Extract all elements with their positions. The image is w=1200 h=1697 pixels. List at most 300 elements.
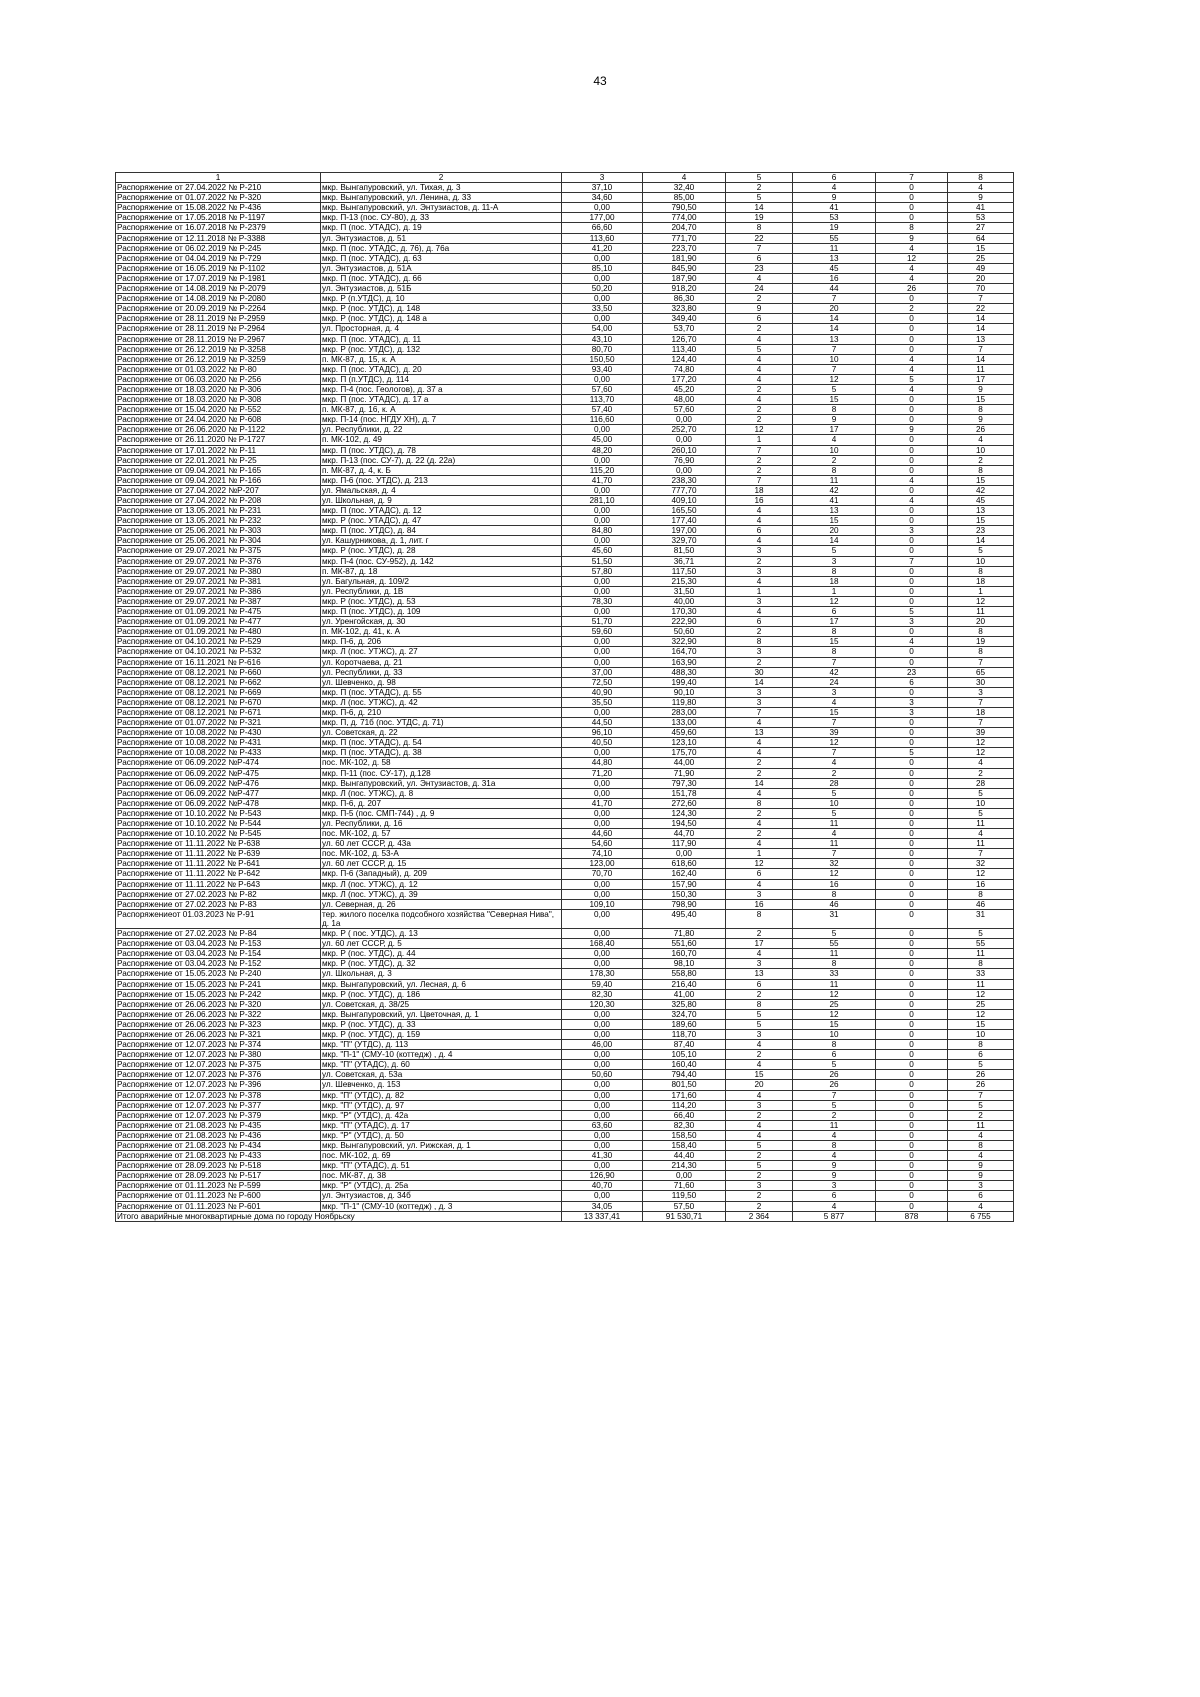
value-cell: 0 <box>876 1141 948 1151</box>
total-cell: 2 364 <box>726 1211 793 1221</box>
value-cell: 12 <box>793 1009 876 1019</box>
value-cell: 126,70 <box>643 334 726 344</box>
value-cell: 3 <box>793 687 876 697</box>
address-cell: мкр. П-6, д. 207 <box>321 798 562 808</box>
address-cell: ул. Шевченко, д. 98 <box>321 677 562 687</box>
value-cell: 272,60 <box>643 798 726 808</box>
address-cell: мкр. Р (пос. УТДС), д. 28 <box>321 546 562 556</box>
value-cell: 0 <box>876 445 948 455</box>
value-cell: 124,40 <box>643 354 726 364</box>
order-cell: Распоряжение от 16.07.2018 № Р-2379 <box>116 223 321 233</box>
column-header: 3 <box>562 173 643 183</box>
value-cell: 8 <box>726 223 793 233</box>
value-cell: 18 <box>948 707 1014 717</box>
value-cell: 0 <box>876 879 948 889</box>
value-cell: 0 <box>876 1181 948 1191</box>
value-cell: 6 <box>726 253 793 263</box>
address-cell: пос. МК-87, д. 38 <box>321 1171 562 1181</box>
order-cell: Распоряжение от 22.01.2021 № Р-25 <box>116 455 321 465</box>
value-cell: 54,00 <box>562 324 643 334</box>
table-row <box>116 506 1014 516</box>
value-cell: 13 <box>948 506 1014 516</box>
value-cell: 34,60 <box>562 193 643 203</box>
value-cell: 0 <box>876 536 948 546</box>
address-cell: мкр. "П" (УТАДС), д. 51 <box>321 1161 562 1171</box>
value-cell: 797,30 <box>643 778 726 788</box>
value-cell: 4 <box>726 374 793 384</box>
address-cell: пос. МК-102, д. 53-А <box>321 849 562 859</box>
value-cell: 0 <box>876 566 948 576</box>
address-cell: мкр. П-11 (пос. СУ-17), д.128 <box>321 768 562 778</box>
table-row <box>116 929 1014 939</box>
value-cell: 10 <box>948 445 1014 455</box>
value-cell: 283,00 <box>643 707 726 717</box>
order-cell: Распоряжение от 29.07.2021 № Р-387 <box>116 596 321 606</box>
value-cell: 50,60 <box>562 1070 643 1080</box>
value-cell: 2 <box>726 929 793 939</box>
value-cell: 0,00 <box>562 889 643 899</box>
value-cell: 2 <box>726 758 793 768</box>
order-cell: Распоряжение от 06.02.2019 № Р-245 <box>116 243 321 253</box>
order-cell: Распоряжение от 08.12.2021 № Р-671 <box>116 707 321 717</box>
value-cell: 0 <box>876 1171 948 1181</box>
value-cell: 123,00 <box>562 859 643 869</box>
value-cell: 126,90 <box>562 1171 643 1181</box>
order-cell: Распоряжение от 12.07.2023 № Р-380 <box>116 1050 321 1060</box>
table-row <box>116 405 1014 415</box>
value-cell: 15 <box>793 1019 876 1029</box>
value-cell: 8 <box>793 465 876 475</box>
value-cell: 0,00 <box>562 778 643 788</box>
value-cell: 133,00 <box>643 718 726 728</box>
value-cell: 4 <box>948 829 1014 839</box>
table-row <box>116 1130 1014 1140</box>
value-cell: 57,60 <box>562 384 643 394</box>
order-cell: Распоряжение от 27.02.2023 № Р-83 <box>116 899 321 909</box>
value-cell: 0 <box>876 989 948 999</box>
order-cell: Распоряжение от 12.07.2023 № Р-379 <box>116 1110 321 1120</box>
value-cell: 0,00 <box>562 1191 643 1201</box>
value-cell: 9 <box>793 193 876 203</box>
order-cell: Распоряжениеот 01.03.2023 № Р-91 <box>116 909 321 928</box>
value-cell: 4 <box>876 637 948 647</box>
value-cell: 7 <box>948 1090 1014 1100</box>
value-cell: 15 <box>793 707 876 717</box>
table-row <box>116 1050 1014 1060</box>
value-cell: 4 <box>726 839 793 849</box>
order-cell: Распоряжение от 29.07.2021 № Р-386 <box>116 586 321 596</box>
value-cell: 7 <box>793 748 876 758</box>
value-cell: 790,50 <box>643 203 726 213</box>
value-cell: 37,00 <box>562 667 643 677</box>
value-cell: 558,80 <box>643 969 726 979</box>
address-cell: п. МК-87, д. 18 <box>321 566 562 576</box>
value-cell: 2 <box>948 768 1014 778</box>
address-cell: мкр. П (пос. УТАДС), д. 63 <box>321 253 562 263</box>
value-cell: 0,00 <box>562 637 643 647</box>
value-cell: 81,50 <box>643 546 726 556</box>
value-cell: 0 <box>876 1100 948 1110</box>
address-cell: мкр. Р (пос. УТДС), д. 148 а <box>321 314 562 324</box>
value-cell: 3 <box>726 697 793 707</box>
value-cell: 46 <box>793 899 876 909</box>
table-row <box>116 728 1014 738</box>
value-cell: 9 <box>793 1161 876 1171</box>
value-cell: 2 <box>726 989 793 999</box>
value-cell: 0 <box>876 203 948 213</box>
value-cell: 7 <box>948 344 1014 354</box>
total-cell: 5 877 <box>793 1211 876 1221</box>
value-cell: 20 <box>948 273 1014 283</box>
value-cell: 50,60 <box>643 627 726 637</box>
address-cell: мкр. "П-1" (СМУ-10 (коттедж) , д. 3 <box>321 1201 562 1211</box>
value-cell: 7 <box>793 364 876 374</box>
value-cell: 9 <box>793 1171 876 1181</box>
value-cell: 2 <box>726 384 793 394</box>
value-cell: 3 <box>726 596 793 606</box>
value-cell: 459,60 <box>643 728 726 738</box>
value-cell: 0,00 <box>562 374 643 384</box>
table-row <box>116 758 1014 768</box>
value-cell: 16 <box>793 879 876 889</box>
order-cell: Распоряжение от 06.09.2022 №Р-478 <box>116 798 321 808</box>
table-row <box>116 909 1014 928</box>
value-cell: 0,00 <box>562 1060 643 1070</box>
value-cell: 124,30 <box>643 808 726 818</box>
value-cell: 2 <box>726 324 793 334</box>
value-cell: 113,60 <box>562 233 643 243</box>
order-cell: Распоряжение от 06.09.2022 №Р-474 <box>116 758 321 768</box>
table-row <box>116 1060 1014 1070</box>
value-cell: 160,40 <box>643 1060 726 1070</box>
table-row <box>116 989 1014 999</box>
address-cell: пос. МК-102, д. 57 <box>321 829 562 839</box>
value-cell: 2 <box>726 415 793 425</box>
table-row <box>116 1141 1014 1151</box>
value-cell: 4 <box>726 1120 793 1130</box>
value-cell: 51,70 <box>562 617 643 627</box>
value-cell: 11 <box>948 819 1014 829</box>
table-row <box>116 596 1014 606</box>
value-cell: 6 <box>793 1050 876 1060</box>
value-cell: 2 <box>726 808 793 818</box>
value-cell: 20 <box>793 526 876 536</box>
value-cell: 2 <box>726 1110 793 1120</box>
value-cell: 14 <box>948 314 1014 324</box>
order-cell: Распоряжение от 27.04.2022 № Р-210 <box>116 183 321 193</box>
value-cell: 46,00 <box>562 1040 643 1050</box>
value-cell: 3 <box>726 1029 793 1039</box>
order-cell: Распоряжение от 08.12.2021 № Р-660 <box>116 667 321 677</box>
value-cell: 222,90 <box>643 617 726 627</box>
value-cell: 12 <box>948 596 1014 606</box>
order-cell: Распоряжение от 09.04.2021 № Р-166 <box>116 475 321 485</box>
value-cell: 9 <box>948 384 1014 394</box>
value-cell: 0 <box>876 738 948 748</box>
value-cell: 495,40 <box>643 909 726 928</box>
total-cell: 91 530,71 <box>643 1211 726 1221</box>
value-cell: 9 <box>948 415 1014 425</box>
order-cell: Распоряжение от 21.08.2023 № Р-435 <box>116 1120 321 1130</box>
order-cell: Распоряжение от 10.10.2022 № Р-544 <box>116 819 321 829</box>
table-row <box>116 1070 1014 1080</box>
value-cell: 6 <box>948 1191 1014 1201</box>
value-cell: 2 <box>876 304 948 314</box>
address-cell: мкр. "Р" (УТДС), д. 42а <box>321 1110 562 1120</box>
address-cell: мкр. Р (пос. УТДС), д. 186 <box>321 989 562 999</box>
value-cell: 5 <box>726 1141 793 1151</box>
value-cell: 5 <box>793 1100 876 1110</box>
value-cell: 0 <box>876 455 948 465</box>
value-cell: 16 <box>726 899 793 909</box>
order-cell: Распоряжение от 12.07.2023 № Р-396 <box>116 1080 321 1090</box>
order-cell: Распоряжение от 20.09.2019 № Р-2264 <box>116 304 321 314</box>
value-cell: 238,30 <box>643 475 726 485</box>
address-cell: тер. жилого поселка подсобного хозяйства "Северная Нива", д. 1а <box>321 909 562 928</box>
address-cell: п. МК-87, д. 15, к. А <box>321 354 562 364</box>
address-cell: мкр. "П-1" (СМУ-10 (коттедж) , д. 4 <box>321 1050 562 1060</box>
address-cell: мкр. "П" (УТДС), д. 82 <box>321 1090 562 1100</box>
value-cell: 281,10 <box>562 496 643 506</box>
value-cell: 8 <box>948 1040 1014 1050</box>
address-cell: мкр. Вынгапуровский, ул. Рижская, д. 1 <box>321 1141 562 1151</box>
value-cell: 0 <box>876 395 948 405</box>
table-row <box>116 223 1014 233</box>
value-cell: 41 <box>793 203 876 213</box>
value-cell: 4 <box>876 364 948 374</box>
order-cell: Распоряжение от 26.12.2019 № Р-3258 <box>116 344 321 354</box>
value-cell: 178,30 <box>562 969 643 979</box>
value-cell: 918,20 <box>643 284 726 294</box>
value-cell: 12 <box>726 859 793 869</box>
value-cell: 18 <box>948 576 1014 586</box>
address-cell: мкр. П-6 (пос. УТДС), д. 213 <box>321 475 562 485</box>
value-cell: 4 <box>726 1060 793 1070</box>
value-cell: 0,00 <box>562 294 643 304</box>
value-cell: 5 <box>793 808 876 818</box>
table-row <box>116 819 1014 829</box>
value-cell: 0 <box>876 516 948 526</box>
table-row <box>116 697 1014 707</box>
table-row <box>116 566 1014 576</box>
value-cell: 164,70 <box>643 647 726 657</box>
value-cell: 0 <box>876 1090 948 1100</box>
value-cell: 8 <box>948 1141 1014 1151</box>
value-cell: 0,00 <box>562 576 643 586</box>
address-cell: ул. Советская, д. 22 <box>321 728 562 738</box>
value-cell: 0,00 <box>562 909 643 928</box>
address-cell: мкр. Р (п.УТДС), д. 10 <box>321 294 562 304</box>
value-cell: 55 <box>793 233 876 243</box>
value-cell: 0 <box>876 1201 948 1211</box>
value-cell: 55 <box>948 939 1014 949</box>
order-cell: Распоряжение от 01.11.2023 № Р-600 <box>116 1191 321 1201</box>
value-cell: 0 <box>876 859 948 869</box>
value-cell: 4 <box>726 334 793 344</box>
value-cell: 43,10 <box>562 334 643 344</box>
value-cell: 2 <box>726 455 793 465</box>
value-cell: 223,70 <box>643 243 726 253</box>
value-cell: 10 <box>948 798 1014 808</box>
value-cell: 0,00 <box>562 607 643 617</box>
value-cell: 4 <box>726 1130 793 1140</box>
value-cell: 15 <box>948 243 1014 253</box>
value-cell: 0 <box>876 979 948 989</box>
value-cell: 158,50 <box>643 1130 726 1140</box>
value-cell: 85,10 <box>562 263 643 273</box>
table-row <box>116 1151 1014 1161</box>
value-cell: 15 <box>948 516 1014 526</box>
order-cell: Распоряжение от 10.10.2022 № Р-545 <box>116 829 321 839</box>
value-cell: 794,40 <box>643 1070 726 1080</box>
table-row <box>116 384 1014 394</box>
value-cell: 4 <box>726 354 793 364</box>
value-cell: 0,00 <box>562 586 643 596</box>
value-cell: 53,70 <box>643 324 726 334</box>
value-cell: 8 <box>793 405 876 415</box>
value-cell: 41,30 <box>562 1151 643 1161</box>
value-cell: 0,00 <box>562 253 643 263</box>
order-cell: Распоряжение от 03.04.2023 № Р-152 <box>116 959 321 969</box>
address-cell: ул. Багульная, д. 109/2 <box>321 576 562 586</box>
value-cell: 13 <box>948 334 1014 344</box>
value-cell: 0,00 <box>562 425 643 435</box>
value-cell: 23 <box>948 526 1014 536</box>
value-cell: 8 <box>948 465 1014 475</box>
value-cell: 44,70 <box>643 829 726 839</box>
value-cell: 11 <box>948 607 1014 617</box>
value-cell: 0 <box>876 849 948 859</box>
value-cell: 66,60 <box>562 223 643 233</box>
value-cell: 0,00 <box>562 647 643 657</box>
value-cell: 181,90 <box>643 253 726 263</box>
value-cell: 82,30 <box>643 1120 726 1130</box>
value-cell: 0,00 <box>643 435 726 445</box>
value-cell: 5 <box>948 546 1014 556</box>
value-cell: 5 <box>793 1060 876 1070</box>
value-cell: 23 <box>876 667 948 677</box>
table-row <box>116 425 1014 435</box>
order-cell: Распоряжение от 13.05.2021 № Р-232 <box>116 516 321 526</box>
value-cell: 70 <box>948 284 1014 294</box>
value-cell: 44,40 <box>643 1151 726 1161</box>
order-cell: Распоряжение от 08.12.2021 № Р-662 <box>116 677 321 687</box>
value-cell: 24 <box>726 284 793 294</box>
value-cell: 4 <box>793 1151 876 1161</box>
value-cell: 204,70 <box>643 223 726 233</box>
table-row <box>116 324 1014 334</box>
value-cell: 12 <box>948 989 1014 999</box>
value-cell: 488,30 <box>643 667 726 677</box>
value-cell: 54,60 <box>562 839 643 849</box>
value-cell: 41,70 <box>562 475 643 485</box>
value-cell: 6 <box>726 314 793 324</box>
value-cell: 0,00 <box>562 1100 643 1110</box>
order-cell: Распоряжение от 09.04.2021 № Р-165 <box>116 465 321 475</box>
value-cell: 57,50 <box>643 1201 726 1211</box>
value-cell: 42 <box>793 667 876 677</box>
value-cell: 93,40 <box>562 364 643 374</box>
value-cell: 0 <box>876 1019 948 1029</box>
value-cell: 74,10 <box>562 849 643 859</box>
value-cell: 0 <box>876 657 948 667</box>
value-cell: 3 <box>726 566 793 576</box>
value-cell: 2 <box>726 1171 793 1181</box>
value-cell: 162,40 <box>643 869 726 879</box>
value-cell: 777,70 <box>643 485 726 495</box>
value-cell: 3 <box>793 1181 876 1191</box>
value-cell: 0 <box>876 586 948 596</box>
value-cell: 41 <box>793 496 876 506</box>
value-cell: 26 <box>793 1070 876 1080</box>
address-cell: мкр. П-6, д. 206 <box>321 637 562 647</box>
table-row <box>116 1009 1014 1019</box>
value-cell: 40,50 <box>562 738 643 748</box>
order-cell: Распоряжение от 15.05.2023 № Р-241 <box>116 979 321 989</box>
value-cell: 11 <box>793 979 876 989</box>
value-cell: 4 <box>726 506 793 516</box>
value-cell: 39 <box>948 728 1014 738</box>
value-cell: 5 <box>726 344 793 354</box>
value-cell: 7 <box>793 344 876 354</box>
value-cell: 117,90 <box>643 839 726 849</box>
value-cell: 4 <box>726 516 793 526</box>
value-cell: 0 <box>876 546 948 556</box>
value-cell: 4 <box>876 496 948 506</box>
address-cell: мкр. П-13 (пос. СУ-80), д. 33 <box>321 213 562 223</box>
value-cell: 4 <box>876 475 948 485</box>
value-cell: 216,40 <box>643 979 726 989</box>
table-row <box>116 969 1014 979</box>
address-cell: мкр. П (пос. УТАДС), д. 38 <box>321 748 562 758</box>
value-cell: 14 <box>793 324 876 334</box>
value-cell: 45,60 <box>562 546 643 556</box>
value-cell: 16 <box>726 496 793 506</box>
value-cell: 11 <box>793 839 876 849</box>
order-cell: Распоряжение от 12.11.2018 № Р-3388 <box>116 233 321 243</box>
value-cell: 2 <box>726 556 793 566</box>
value-cell: 10 <box>793 798 876 808</box>
address-cell: мкр. Вынгапуровский, ул. Лесная, д. 6 <box>321 979 562 989</box>
order-cell: Распоряжение от 01.09.2021 № Р-475 <box>116 607 321 617</box>
value-cell: 5 <box>726 193 793 203</box>
value-cell: 165,50 <box>643 506 726 516</box>
table-row <box>116 334 1014 344</box>
table-row <box>116 1181 1014 1191</box>
value-cell: 1 <box>726 435 793 445</box>
value-cell: 12 <box>948 869 1014 879</box>
value-cell: 14 <box>726 677 793 687</box>
value-cell: 0 <box>876 999 948 1009</box>
table-row <box>116 1110 1014 1120</box>
address-cell: мкр. Вынгапуровский, ул. Энтузиастов, д. 11-А <box>321 203 562 213</box>
table-row <box>116 899 1014 909</box>
address-cell: мкр. П (пос. УТАДС, д. 76), д. 76а <box>321 243 562 253</box>
value-cell: 7 <box>793 1090 876 1100</box>
value-cell: 15 <box>948 1019 1014 1029</box>
value-cell: 32 <box>948 859 1014 869</box>
value-cell: 15 <box>948 395 1014 405</box>
order-cell: Распоряжение от 24.04.2020 № Р-608 <box>116 415 321 425</box>
value-cell: 14 <box>793 314 876 324</box>
value-cell: 48,00 <box>643 395 726 405</box>
value-cell: 2 <box>948 455 1014 465</box>
address-cell: мкр. П (пос. УТАДС), д. 19 <box>321 223 562 233</box>
order-cell: Распоряжение от 26.06.2023 № Р-323 <box>116 1019 321 1029</box>
order-cell: Распоряжение от 18.03.2020 № Р-308 <box>116 395 321 405</box>
value-cell: 26 <box>793 1080 876 1090</box>
address-cell: мкр. П (пос. УТАДС), д. 20 <box>321 364 562 374</box>
